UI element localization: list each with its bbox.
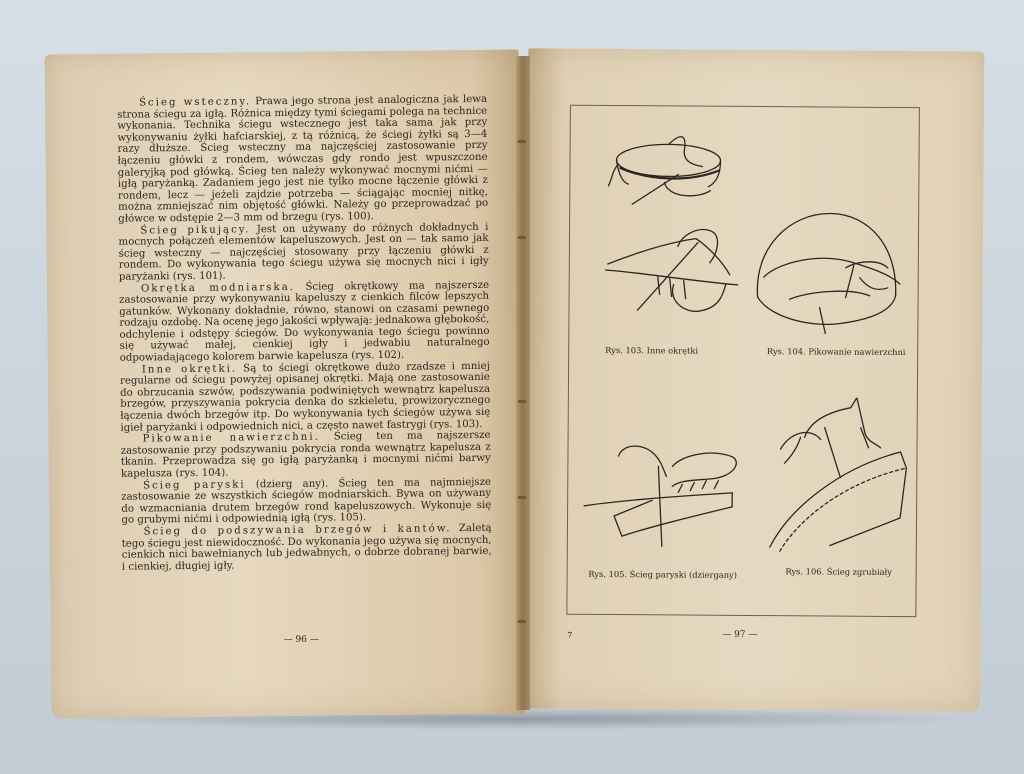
binding-stitch	[518, 236, 526, 239]
right-page	[524, 48, 985, 711]
page-number-right: — 97 —	[722, 629, 758, 641]
figure-104-illustration	[749, 207, 910, 338]
paragraph-body: Prawa jego strona jest analogiczna jak lewa strona ściegu za igłą. Różnica między tymi ściegami polega na technice wykonania. Technika ściegu wstecznego jest taka sama jak przy wykonywaniu żyłki hafciarskiej, z tą różnicą, że ściegi żyłki są 3—4 razy dłuższe. Ścieg wsteczny ma najczęściej zastosowanie przy łączeniu główki z rondem, wówczas gdy rondo jest wpuszczone galeryjką pod główką. Ścieg ten należy wykonywać mocnymi nićmi — igłą paryżanką. Zadaniem jego jest nie tylko mocne łączenie główki z rondem, lecz — jeżeli zajdzie potrzeba — ściągając mocniej nitkę, można zmniejszać nim objętość główki. Należy go przeprowadzać po główce w odstępie 2—3 mm od brzegu (rys. 100).	[117, 93, 489, 225]
binding-stitch	[518, 496, 526, 499]
term: Okrętka modniarska.	[140, 281, 296, 295]
signature-mark: 7	[567, 630, 573, 640]
paragraph-body: Ścieg ten ma najszersze zastosowanie przy podszywaniu pokrycia ronda wewnątrz kapelusza z tkanin. Przeprowadza się go igłą paryżanką i mocnymi nićmi barwy kapelusza (rys. 104).	[120, 430, 491, 480]
term: Ścieg wsteczny.	[138, 96, 252, 109]
term: Ścieg paryski	[142, 479, 246, 492]
term: Pikowanie nawierzchni.	[142, 431, 320, 445]
figure-106-illustration	[760, 397, 911, 558]
caption-rys-103: Rys. 103. Inne okrętki	[605, 344, 699, 356]
paragraph-scieg-do-podszywania	[121, 523, 491, 573]
paragraph-body: Jest on używany do różnych dokładnych i mocnych połączeń elementów kapeluszowych. Jest on — tak samo jak ścieg wsteczny — najczęściej stosowany przy łączeniu główki z rondem. Do wykonywania tego ściegu używa się mocnych nici i igły paryżanki (rys. 101).	[118, 221, 489, 283]
binding-stitch	[518, 140, 526, 143]
paragraph-body: Ścieg okrętkowy ma najszersze zastosowanie przy wykonywaniu kapeluszy z cienkich filców lepszych gatunków. Wykonany dokładnie, równo, stanowi on czasami pewnego rodzaju ozdobę. Na ocenę jego jakości wpływają: jednakowa głębokość, odchylenie i odstępy ściegów. Do wykonywania tego ściegu powinno się używać małej, cienkiej igły i jedwabiu naturalnego odpowiadającego kolorem barwie kapelusza (rys. 102).	[119, 279, 490, 364]
binding-stitch	[518, 620, 526, 623]
paragraph-inne-okretki	[120, 361, 491, 434]
paragraph-body: (dzierg any). Ścieg ten ma najmniejsze zastosowanie ze wszystkich ściegów modniarskich. Bywa on używany do wzmacniania drutem brzegów rond kapeluszowych. Wykonuje się go grubymi nićmi i odpowiednią igłą (rys. 105).	[121, 476, 492, 527]
paragraph-body: Są to ściegi okrętkowe dużo rzadsze i mniej regularne od ściegu powyżej opisanej okrętki. Mają one zastosowanie do obrzucania szwów, podszywania podwiniętych wewnątrz kapelusza brzegów, przyszywania pokrycia denka do szkieletu, prowizorycznego łączenia dwóch brzegów itp. Do wykonywania tych ściegów używa się igieł paryżanki i odpowiednich nici, a często nawet fastrygi (rys. 103).	[119, 360, 491, 434]
left-page	[45, 50, 526, 719]
caption-rys-106: Rys. 106. Ścieg zgrubiały	[785, 566, 892, 577]
caption-rys-105: Rys. 105. Ścieg paryski (dziergany)	[588, 568, 738, 580]
figure-105-illustration	[582, 436, 743, 557]
paragraph-pikowanie-nawierzchni	[121, 430, 491, 480]
paragraph-okretka-modniarska	[119, 279, 490, 364]
figure-frame	[566, 105, 920, 617]
binding-stitch	[518, 400, 526, 403]
term: Ścieg do podszywania brzegów i kantów.	[143, 523, 452, 538]
paragraph-scieg-wsteczny	[117, 94, 488, 225]
figure-103-illustration	[597, 134, 748, 335]
paragraph-body: Zaletą tego ściegu jest niewidoczność. Do wykonania jego używa się mocnych, cienkich nici bawełnianych lub jedwabnych, o dobrze dobranej barwie, i cienkiej, długiej igły.	[121, 522, 492, 573]
term: Ścieg pikujący.	[140, 223, 251, 237]
paragraph-scieg-pikujacy	[118, 221, 489, 283]
page-number-left: — 96 —	[283, 634, 319, 646]
caption-rys-104: Rys. 104. Pikowanie nawierzchni	[766, 346, 906, 358]
left-page-text	[117, 94, 492, 573]
book-spine	[516, 56, 530, 710]
paragraph-scieg-paryski	[121, 476, 491, 526]
term: Inne okrętki.	[141, 363, 238, 376]
